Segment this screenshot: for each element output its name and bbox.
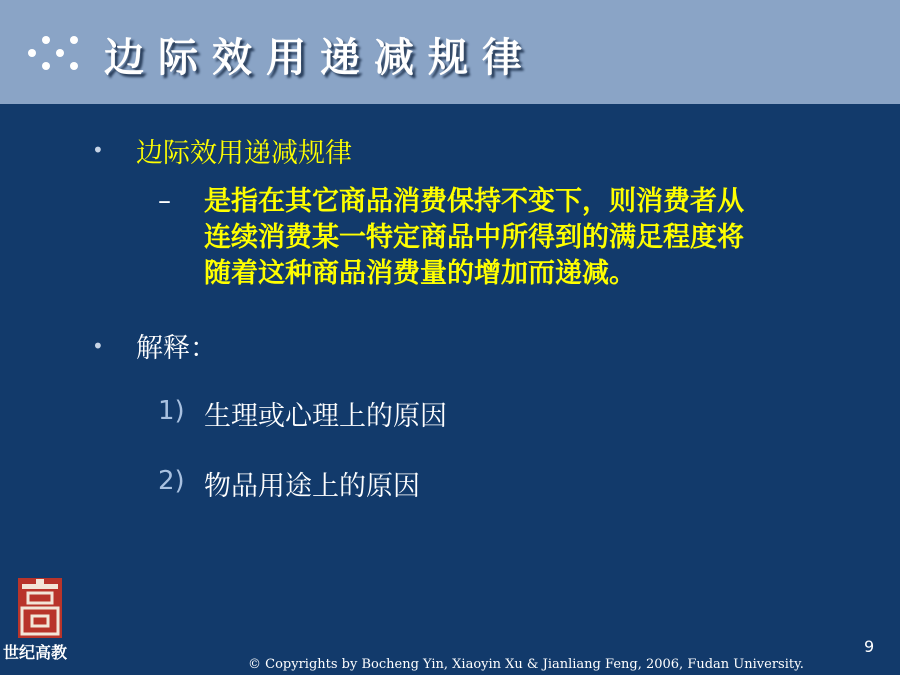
copyright-notice: © Copyrights by Bocheng Yin, Xiaoyin Xu & Jianliang Feng, 2006, Fudan University. <box>248 657 804 672</box>
bullet-icon: • <box>92 334 104 358</box>
slide-title: 边际效用递减规律 <box>104 34 536 81</box>
bullet-icon: • <box>92 138 104 162</box>
definition-line: 随着这种商品消费量的增加而递减。 <box>204 258 636 289</box>
list-item: 生理或心理上的原因 <box>204 401 447 432</box>
logo-label: 世纪高教 <box>3 643 68 662</box>
definition-line: 连续消费某一特定商品中所得到的满足程度将 <box>204 222 744 253</box>
publisher-logo-icon <box>18 578 62 638</box>
definition-text <box>204 184 844 292</box>
dash-icon: – <box>158 186 171 216</box>
bullet-heading: 边际效用递减规律 <box>136 138 352 169</box>
item-number: 2) <box>158 466 185 496</box>
item-number: 1) <box>158 396 185 426</box>
bullet-heading: 解释： <box>136 333 217 364</box>
definition-line: 是指在其它商品消费保持不变下，则消费者从 <box>204 186 744 217</box>
list-item: 物品用途上的原因 <box>204 471 420 502</box>
title-bar <box>0 0 900 104</box>
dots-decoration-icon <box>28 36 78 70</box>
page-number: 9 <box>864 637 875 656</box>
